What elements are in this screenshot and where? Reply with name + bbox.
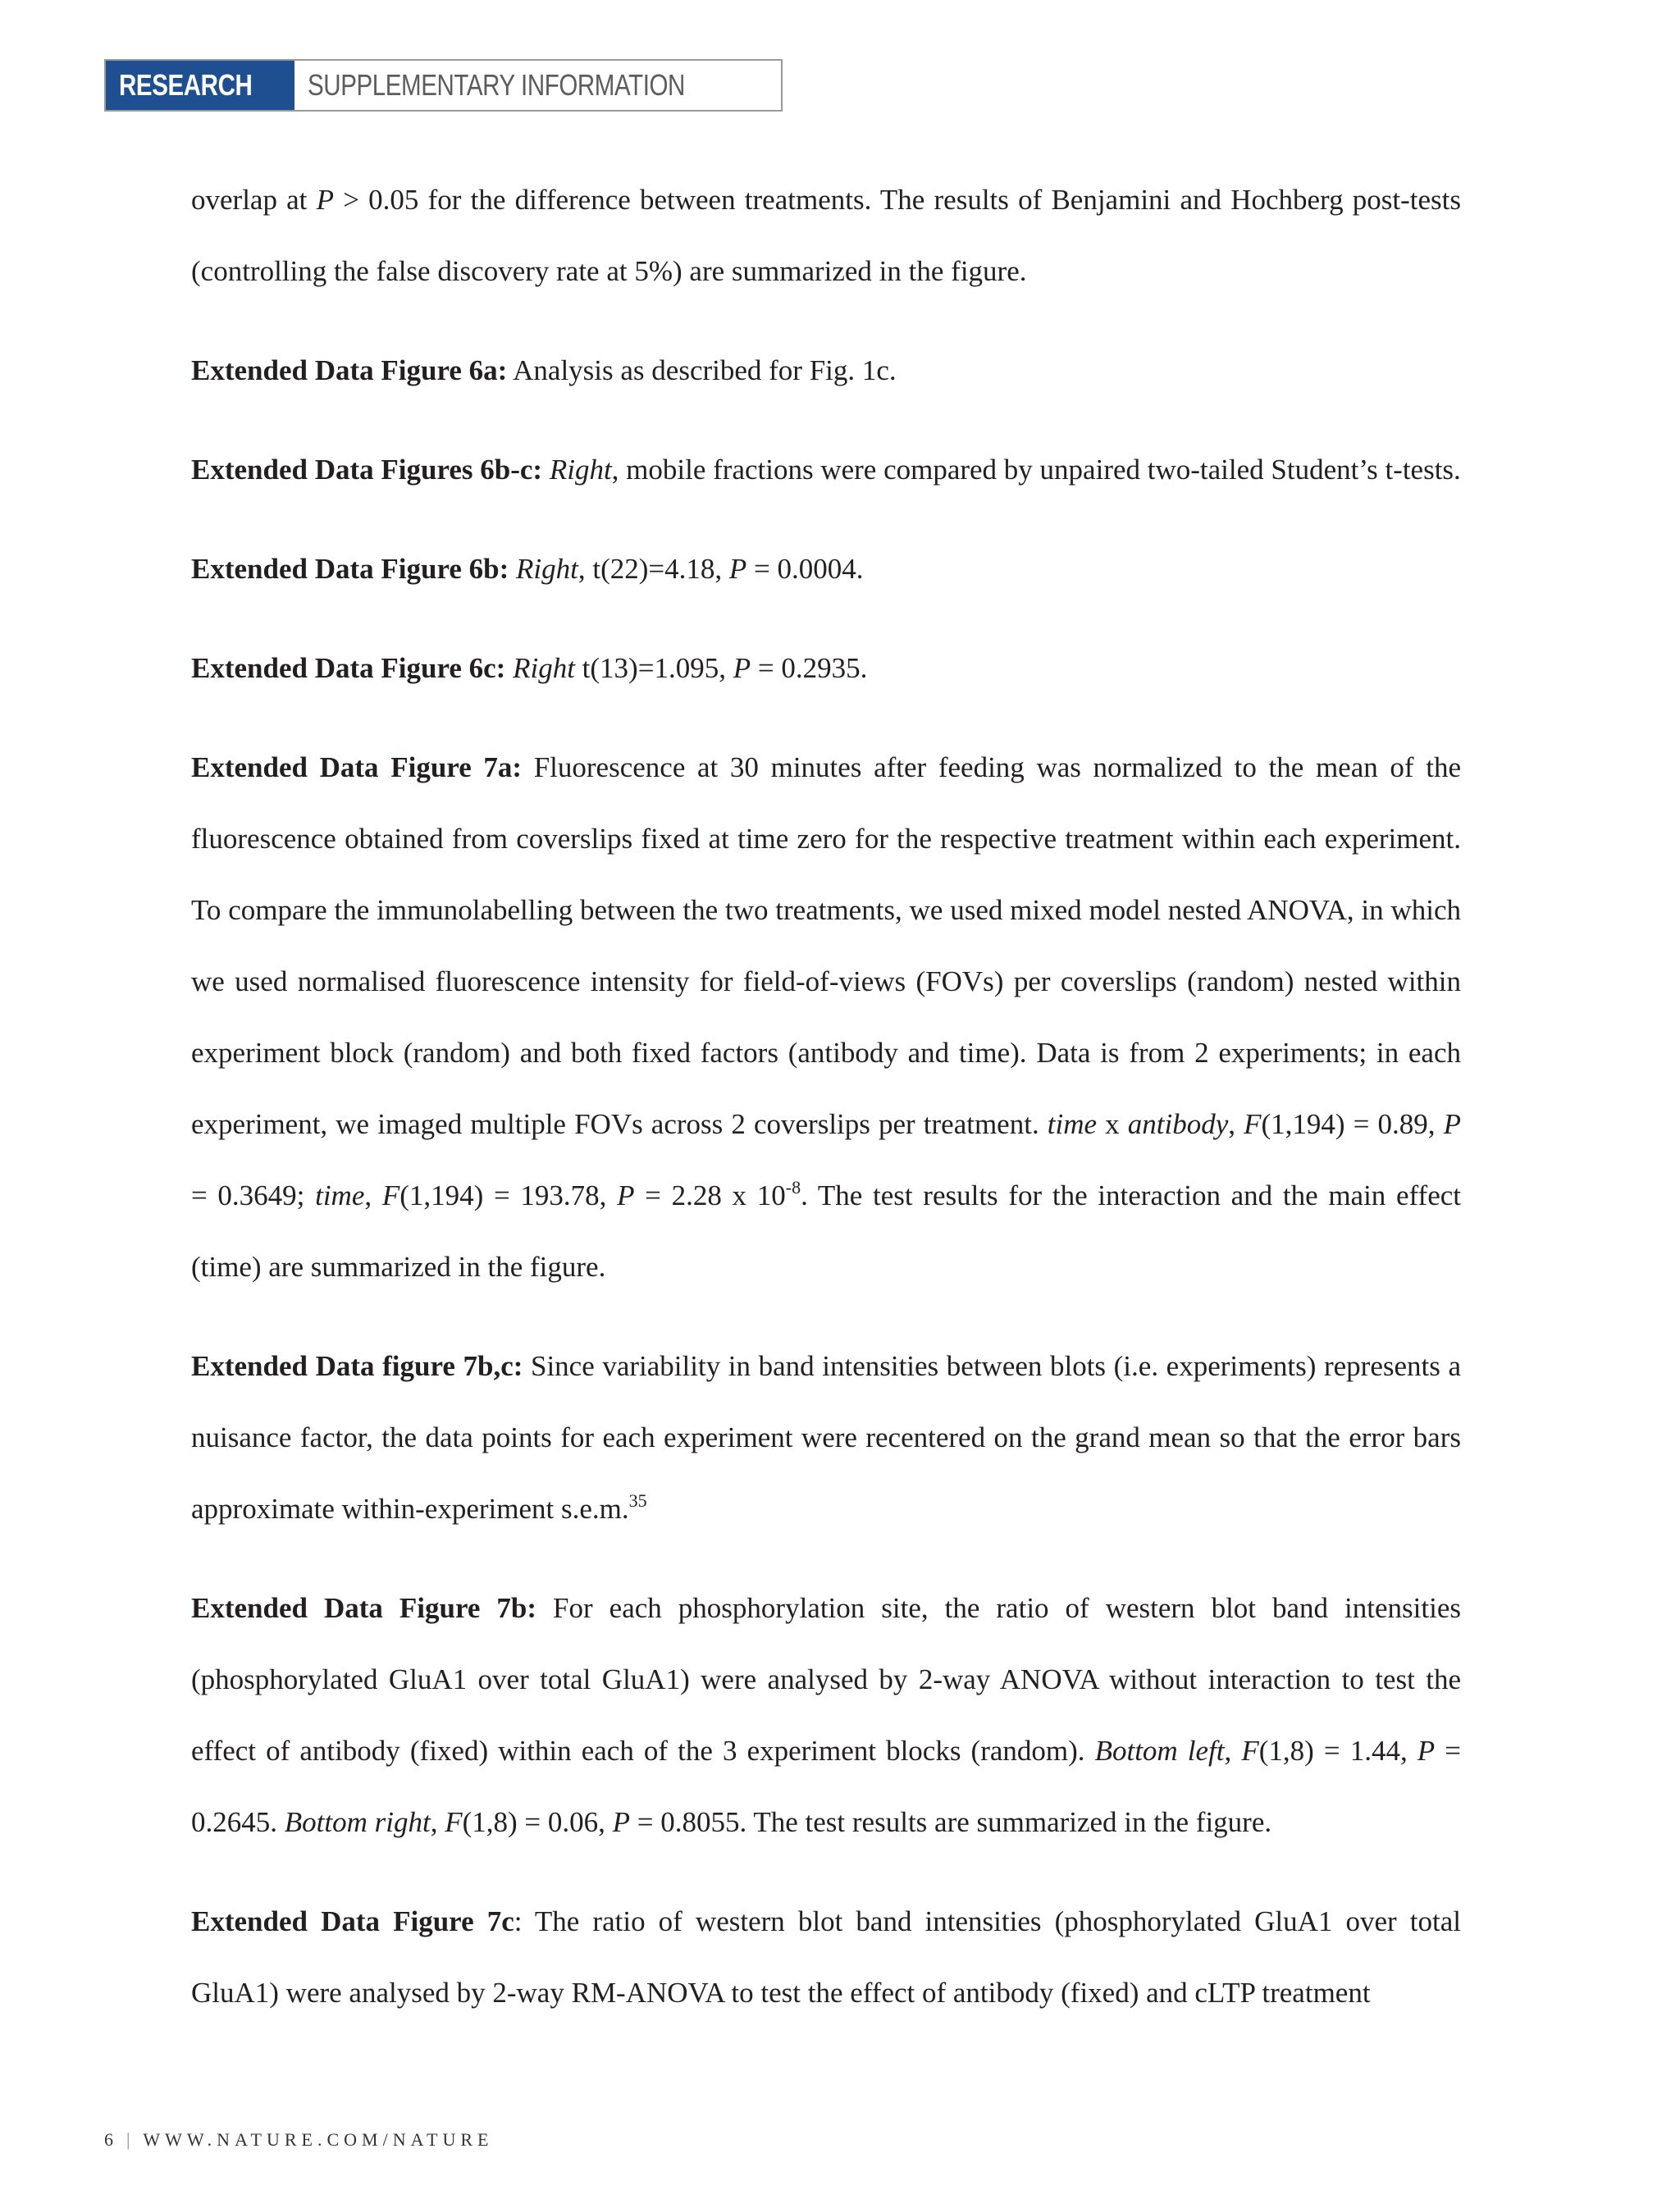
paragraph — [191, 1330, 1461, 1544]
text-run: = 2.28 x 10 — [634, 1179, 786, 1211]
text-run: P — [728, 553, 747, 585]
text-run: Analysis as described for Fig. 1c. — [507, 354, 897, 386]
text-run: Since variability in band intensities between blots (i.e. experiments) represents a nuisance factor, the data points for each experiment were recentered on the grand mean so that the error bars approximate within-experiment s.e.m. — [191, 1350, 1461, 1525]
paragraph — [191, 434, 1461, 505]
text-run: P — [733, 652, 751, 684]
text-run: Right — [513, 652, 575, 684]
text-run: F — [381, 1179, 400, 1211]
badge-research-text: RESEARCH — [119, 68, 253, 102]
text-run: P — [1417, 1735, 1436, 1767]
text-run: For each phosphorylation site, the ratio of western blot band intensities (phosphorylated GluA1 over total GluA1) were analysed by 2-way ANOVA without interaction to test the effect of antibody (fixed) within each of the 3 experiment blocks (random). — [191, 1592, 1461, 1767]
figure-reference-label: Extended Data Figure 6c: — [191, 652, 506, 684]
paragraph — [191, 533, 1461, 604]
text-run: , — [1228, 1108, 1244, 1140]
superscript: 35 — [628, 1490, 647, 1511]
superscript: -8 — [785, 1177, 801, 1198]
text-run: Right — [516, 553, 578, 585]
text-run: time — [1047, 1108, 1098, 1140]
text-run: . The test results for the interaction and the main effect (time) are summarized in the figure. — [191, 1179, 1462, 1283]
text-run: antibody — [1127, 1108, 1229, 1140]
document-body — [191, 164, 1461, 2056]
text-run — [509, 553, 516, 585]
figure-reference-label: Extended Data Figures 6b-c: — [191, 454, 543, 486]
text-run: = 0.0004. — [746, 553, 864, 585]
text-run: F — [1244, 1108, 1262, 1140]
text-run: , — [430, 1806, 445, 1838]
text-run: = 0.2645. — [191, 1735, 1462, 1838]
text-run — [542, 454, 550, 486]
text-run: , — [364, 1179, 382, 1211]
figure-reference-label: Extended Data Figure 7c — [191, 1905, 514, 1937]
text-run: (1,194) = 0.89, — [1261, 1108, 1444, 1140]
figure-reference-label: Extended Data Figure 7b: — [191, 1592, 537, 1624]
page-number: 6 — [104, 2129, 118, 2150]
footer-separator: | — [126, 2129, 135, 2150]
text-run: , — [1224, 1735, 1242, 1767]
section-badge — [104, 59, 783, 112]
figure-reference-label: Extended Data Figure 6b: — [191, 553, 509, 585]
text-run: P — [617, 1179, 635, 1211]
text-run — [505, 652, 513, 684]
paragraph — [191, 1886, 1461, 2028]
badge-supplementary-text: SUPPLEMENTARY INFORMATION — [308, 68, 685, 102]
text-run: P — [316, 184, 335, 216]
badge-research — [106, 61, 294, 110]
paragraph — [191, 632, 1461, 704]
text-run: F — [445, 1806, 463, 1838]
text-run: = 0.3649; — [191, 1179, 316, 1211]
text-run: P — [1443, 1108, 1461, 1140]
text-run: , mobile fractions were compared by unpaired two-tailed Student’s t-tests. — [611, 454, 1461, 486]
text-run: Bottom left — [1094, 1735, 1225, 1767]
figure-reference-label: Extended Data Figure 7a: — [191, 751, 523, 783]
page-footer — [104, 2129, 493, 2151]
text-run: Bottom right — [284, 1806, 431, 1838]
text-run: : The ratio of western blot band intensities (phosphorylated GluA1 over total GluA1) were analysed by 2-way RM-ANOVA to test the effect of antibody (fixed) and cLTP treatment — [191, 1905, 1461, 2009]
text-run: t(13)=1.095, — [574, 652, 733, 684]
text-run: (1,194) = 193.78, — [399, 1179, 618, 1211]
paragraph — [191, 335, 1461, 406]
text-run: , t(22)=4.18, — [578, 553, 729, 585]
text-run: Right — [549, 454, 612, 486]
text-run: P — [612, 1806, 631, 1838]
text-run: = 0.2935. — [751, 652, 868, 684]
figure-reference-label: Extended Data figure 7b,c: — [191, 1350, 523, 1382]
text-run: (1,8) = 1.44, — [1258, 1735, 1418, 1767]
text-run: F — [1241, 1735, 1259, 1767]
paragraph — [191, 732, 1461, 1302]
text-run: > 0.05 for the difference between treatments. The results of Benjamini and Hochberg post-tests (controlling the false discovery rate at 5%) are summarized in the figure. — [191, 184, 1461, 287]
text-run: overlap at — [191, 184, 317, 216]
paragraph — [191, 1572, 1461, 1858]
figure-reference-label: Extended Data Figure 6a: — [191, 354, 508, 386]
journal-url: WWW.NATURE.COM/NATURE — [143, 2129, 494, 2150]
text-run: = 0.8055. The test results are summarized in the figure. — [630, 1806, 1272, 1838]
text-run: (1,8) = 0.06, — [462, 1806, 613, 1838]
badge-supplementary-information — [294, 61, 781, 110]
text-run: Fluorescence at 30 minutes after feeding was normalized to the mean of the fluorescence obtained from coverslips fixed at time zero for the respective treatment within each experiment. To compare the immunolabelling between the two treatments, we used mixed model nested ANOVA, in which we used normalised fluorescence intensity for field-of-views (FOVs) per coverslips (random) nested within experiment block (random) and both fixed factors (antibody and time). Data is from 2 experiments; in each experiment, we imaged multiple FOVs across 2 coverslips per treatment. — [191, 751, 1461, 1140]
text-run: time — [315, 1179, 365, 1211]
text-run: x — [1097, 1108, 1128, 1140]
paragraph — [191, 164, 1461, 307]
